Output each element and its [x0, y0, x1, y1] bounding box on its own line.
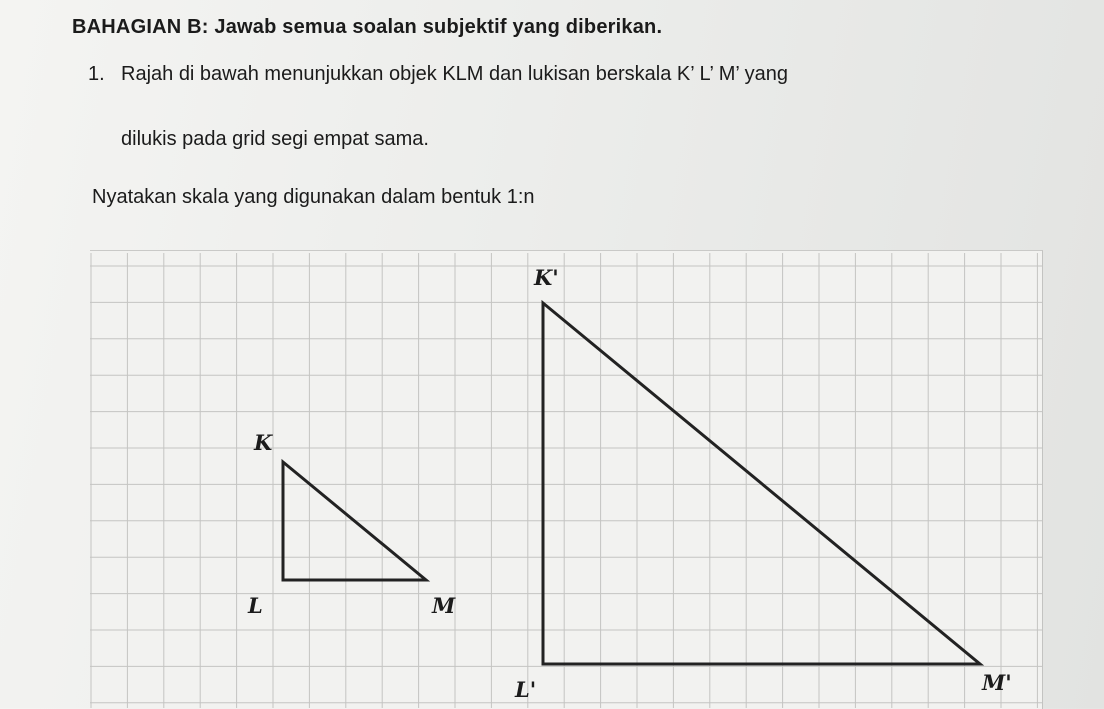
vertex-label-m: M — [432, 593, 456, 618]
vertex-label-k: K — [254, 430, 273, 455]
question-text-line-1: Rajah di bawah menunjukkan objek KLM dan lukisan berskala K’ L’ M’ yang — [121, 63, 789, 85]
vertex-label-l: L — [248, 593, 263, 618]
question-number: 1. — [88, 63, 105, 85]
vertex-label-m-prime: M' — [982, 670, 1012, 695]
question-text-line-2: dilukis pada grid segi empat sama. — [121, 128, 429, 150]
vertex-label-k-prime: K' — [534, 265, 559, 290]
vertex-label-l-prime: L' — [515, 677, 537, 702]
triangle-k-prime-l-prime-m-prime — [543, 303, 980, 664]
section-heading: BAHAGIAN B: Jawab semua soalan subjektif yang diberikan. — [72, 16, 663, 38]
question-text-line-3: Nyatakan skala yang digunakan dalam bentuk 1:n — [92, 186, 535, 208]
